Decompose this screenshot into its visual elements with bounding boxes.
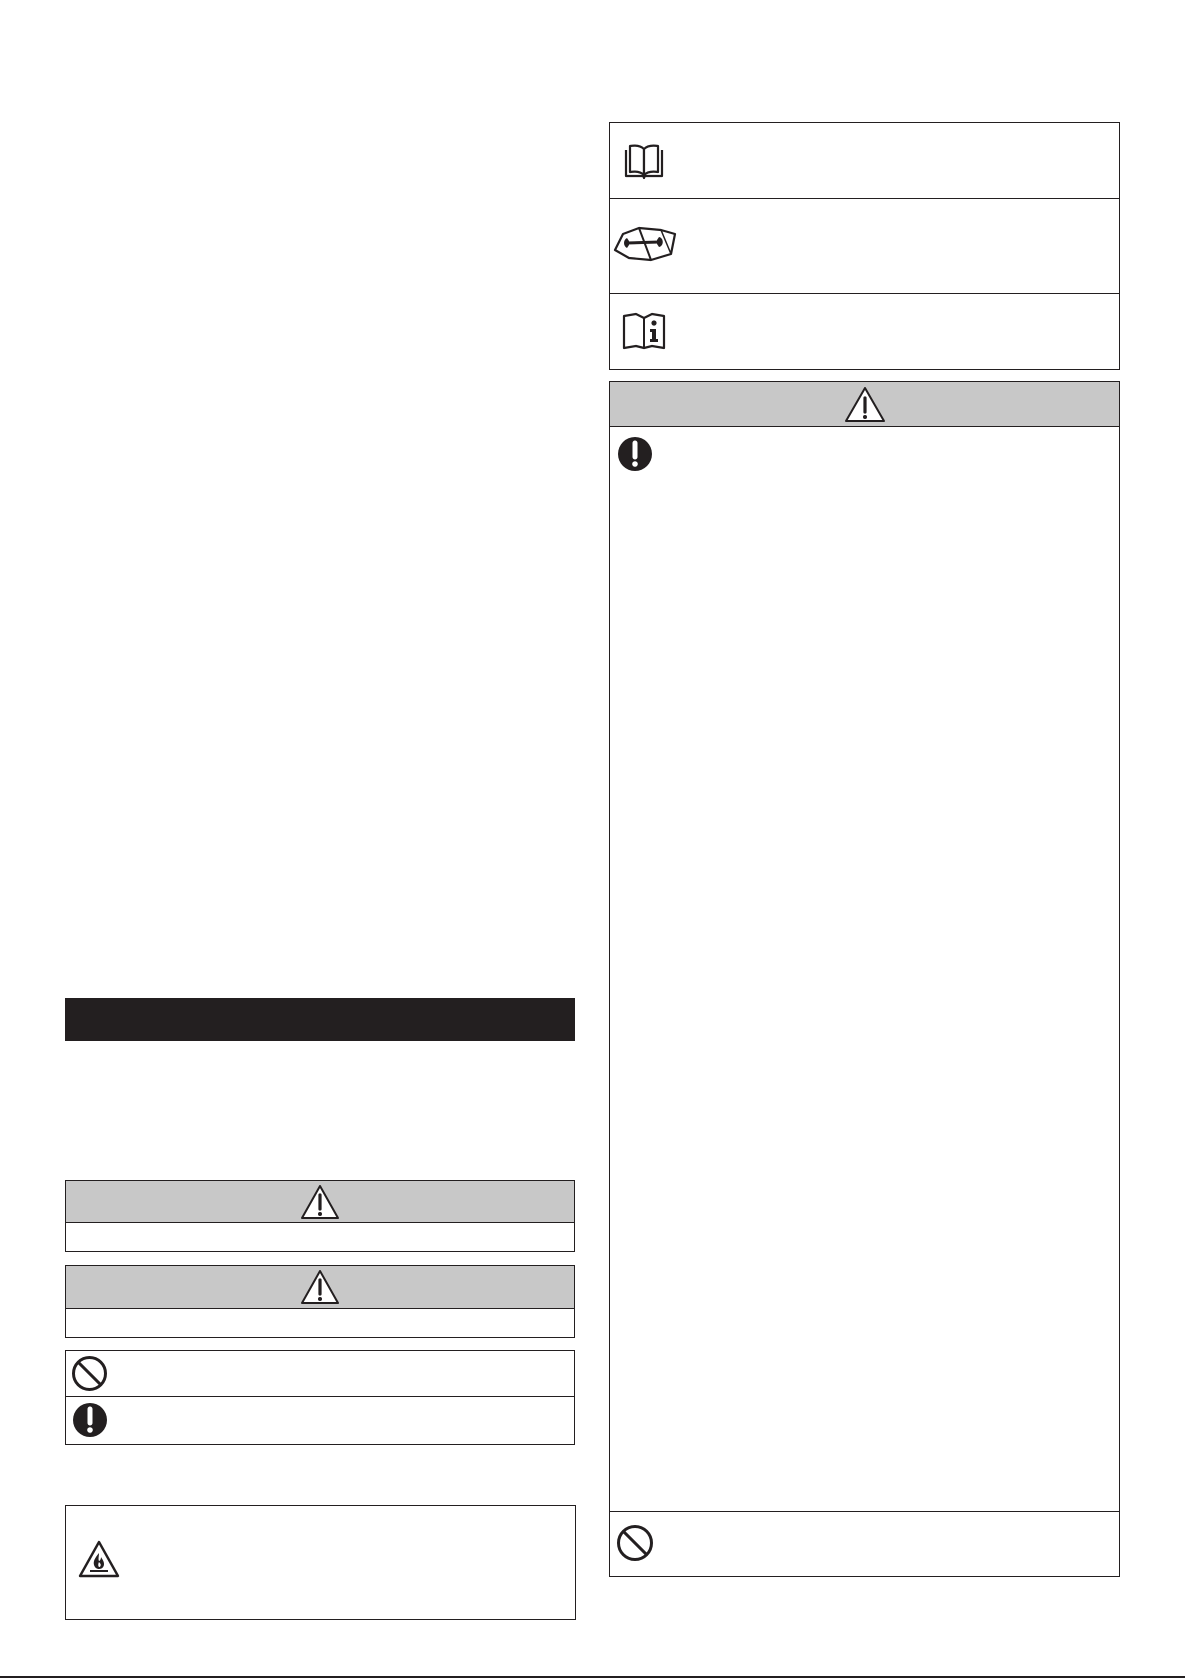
- manual-row-service: [610, 199, 1119, 293]
- warning-panel-footer: [610, 1512, 1119, 1576]
- warning-panel: [609, 381, 1120, 1577]
- symbol-row-mandatory: [66, 1397, 574, 1444]
- warning-triangle-icon: [300, 1184, 340, 1220]
- flammable-box: [65, 1505, 576, 1620]
- warning-box-2-header: [66, 1266, 574, 1309]
- warning-box-1: [65, 1180, 575, 1252]
- manual-row-instructions: [610, 294, 1119, 369]
- warning-triangle-icon: [300, 1269, 340, 1305]
- read-manual-icon: [622, 144, 666, 180]
- manual-row-read: [610, 123, 1119, 198]
- service-manual-icon: [613, 224, 677, 264]
- manual-symbols-table: [609, 122, 1120, 370]
- flammable-material-icon: [78, 1540, 120, 1578]
- section-header-bar: [65, 998, 575, 1041]
- section-header-text: [65, 1011, 75, 1028]
- mandatory-action-icon: [72, 1402, 108, 1438]
- operating-instructions-icon: [622, 312, 666, 350]
- symbol-legend-box: [65, 1350, 575, 1445]
- warning-box-2: [65, 1265, 575, 1338]
- prohibition-icon: [616, 1524, 654, 1562]
- warning-box-1-header: [66, 1181, 574, 1223]
- warning-panel-header: [610, 382, 1119, 427]
- prohibition-icon: [71, 1355, 108, 1392]
- mandatory-action-icon: [617, 436, 653, 472]
- warning-triangle-icon: [844, 386, 886, 423]
- symbol-row-prohibition: [66, 1351, 574, 1396]
